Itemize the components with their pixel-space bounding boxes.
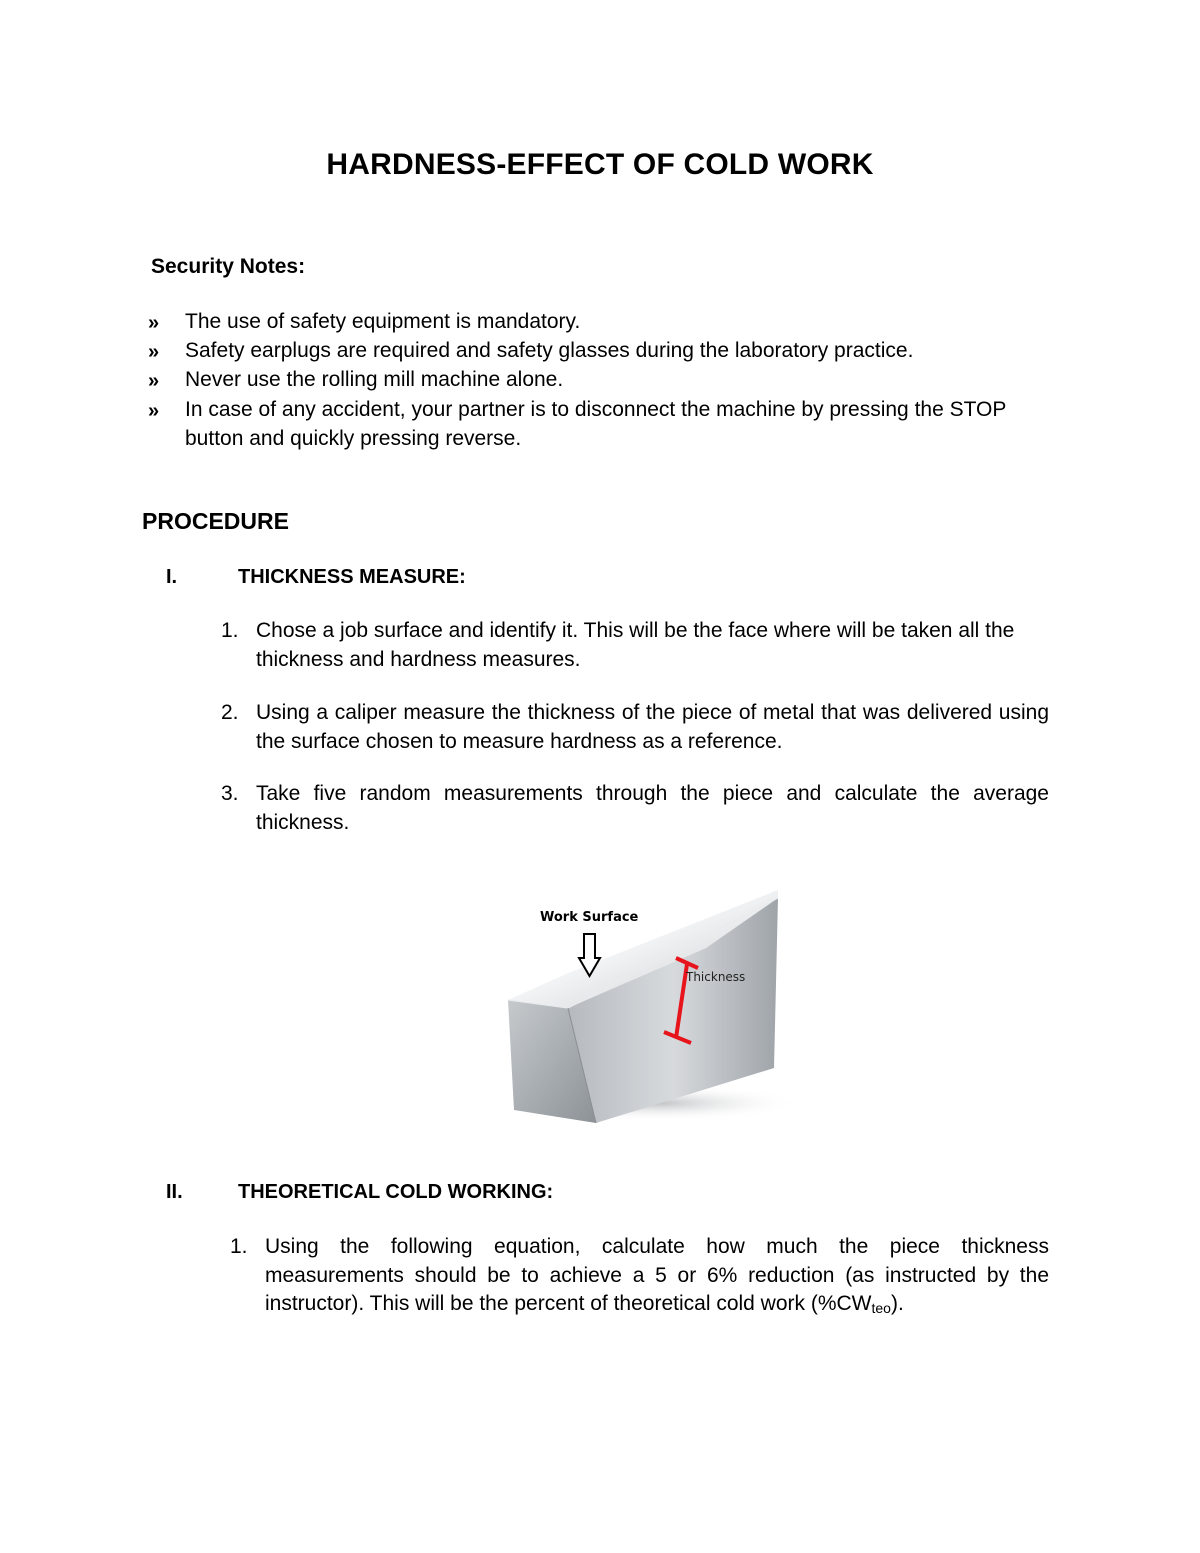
thickness-label: Thickness (686, 970, 746, 984)
step-number: 1. (230, 1235, 248, 1258)
work-surface-label: Work Surface (540, 910, 639, 925)
procedure-heading: PROCEDURE (142, 508, 289, 534)
security-note-item: Never use the rolling mill machine alone. (185, 368, 564, 391)
step-text (265, 1233, 1049, 1323)
bullet-icon: » (148, 400, 160, 422)
bullet-icon: » (148, 312, 160, 334)
security-note-item: In case of any accident, your partner is to disconnect the machine by pressing the STOP button and quickly pressing reverse. (185, 398, 1007, 450)
security-note-item: Safety earplugs are required and safety glasses during the laboratory practice. (185, 339, 914, 362)
security-notes-colon: : (298, 255, 306, 278)
section-1-title: THICKNESS MEASURE: (238, 566, 466, 588)
section-2-numeral: II. (166, 1181, 183, 1203)
security-notes-label: Security Notes (151, 255, 299, 278)
section-1-numeral: I. (166, 566, 178, 588)
security-notes-heading (151, 255, 305, 279)
step-text-subscript: teo (871, 1300, 891, 1316)
bullet-icon: » (148, 341, 160, 363)
section-2-title: THEORETICAL COLD WORKING: (238, 1181, 554, 1203)
step-number: 3. (221, 782, 239, 805)
step-number: 2. (221, 701, 239, 724)
step-text: Using a caliper measure the thickness of the piece of metal that was delivered using the surface chosen to measure hardness as a reference. (256, 701, 1049, 753)
step-text-main: Using the following equation, calculate how much the piece thickness measurements should be to achieve a 5 or 6% reduction (as instructed by the instructor). This will be the percent of theoretical cold work (%CW (265, 1235, 1049, 1315)
security-note-item: The use of safety equipment is mandatory. (185, 310, 581, 333)
bullet-icon: » (148, 370, 160, 392)
step-text-tail: ). (890, 1292, 904, 1315)
metal-bar-figure (496, 878, 796, 1128)
page-title: HARDNESS-EFFECT OF COLD WORK (326, 148, 874, 181)
step-text: Take five random measurements through the piece and calculate the average thickness. (256, 782, 1049, 834)
step-number: 1. (221, 619, 239, 642)
step-text: Chose a job surface and identify it. This will be the face where will be taken all the thickness and hardness measures. (256, 619, 1015, 671)
